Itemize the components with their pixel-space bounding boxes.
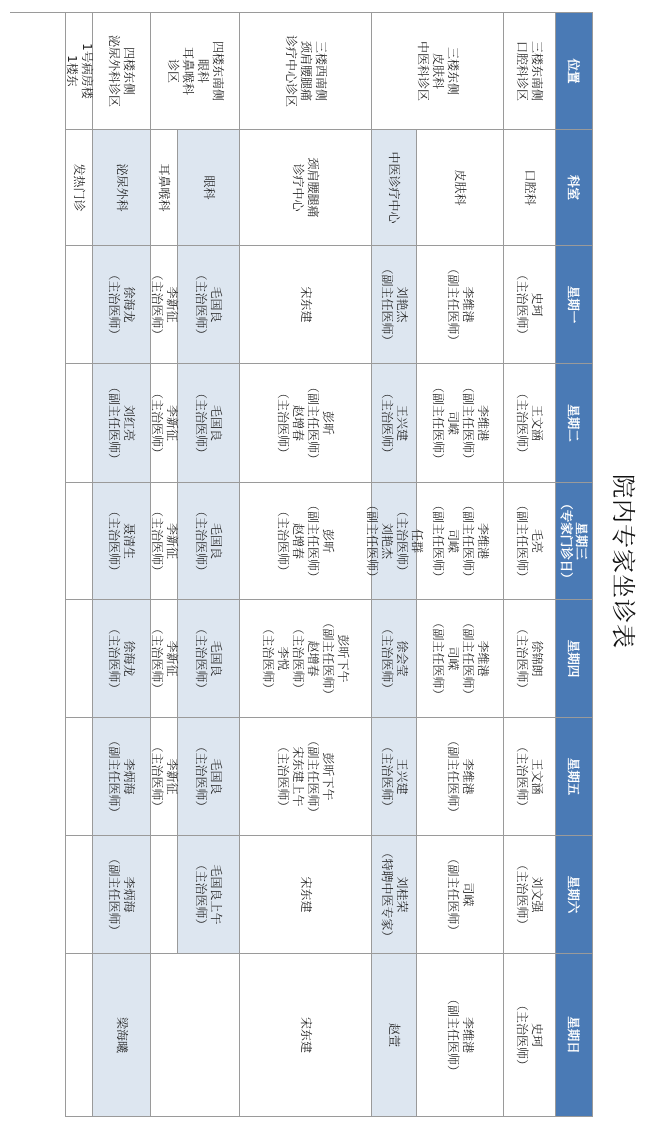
schedule-cell xyxy=(503,246,555,364)
cell-text-line: （副主任医师） xyxy=(446,992,460,1077)
cell-text-line: 李维港 xyxy=(476,522,490,559)
cell-text-line: 星期三 xyxy=(574,522,589,560)
cell-text-line: 毛国良 xyxy=(209,286,224,323)
schedule-cell xyxy=(150,954,239,1117)
cell-text-line: 司嵘 xyxy=(446,528,460,553)
cell-text-line: 司嵘 xyxy=(446,410,460,435)
cell-text-line: 刘艳杰 xyxy=(395,286,409,323)
cell-text-line: （副主任医师） xyxy=(461,616,475,701)
cell-text-line: 毛国良 xyxy=(209,522,224,559)
cell-text-line: 王文涵 xyxy=(530,404,545,441)
schedule-cell xyxy=(503,483,555,600)
cell-text-line: 李维港 xyxy=(476,404,490,441)
cell-text-line: （副主任医师） xyxy=(431,380,445,465)
cell-text-line: 彭昕下午 xyxy=(336,634,351,683)
location-cell xyxy=(239,13,371,130)
schedule-cell xyxy=(416,246,503,364)
cell-text-line: 王兴建 xyxy=(395,404,409,441)
header-thursday: 星期四 xyxy=(555,600,592,718)
cell-text-line: 诊区 xyxy=(166,58,180,83)
schedule-cell xyxy=(416,954,503,1117)
cell-text-line: （主治医师） xyxy=(150,268,164,341)
cell-text-line: （主治医师） xyxy=(194,504,209,577)
schedule-cell xyxy=(503,364,555,483)
cell-text-line: 徐海龙 xyxy=(122,640,137,677)
schedule-cell xyxy=(371,600,416,718)
cell-text-line: （主治医师） xyxy=(107,622,122,695)
cell-text-line: 三楼东南侧 xyxy=(530,40,545,101)
cell-text-line: （主治医师） xyxy=(515,998,530,1071)
department-cell xyxy=(239,130,371,246)
schedule-cell xyxy=(177,483,239,600)
schedule-cell xyxy=(177,600,239,718)
cell-text-line: 李维港 xyxy=(461,286,475,323)
schedule-cell xyxy=(177,836,239,954)
department-cell: 皮肤科 xyxy=(416,130,503,246)
cell-text-line: （主治医师） xyxy=(194,740,209,813)
cell-text-line: 任群 xyxy=(410,528,424,553)
cell-text-line: （副主任医师） xyxy=(431,498,445,583)
header-wednesday xyxy=(555,483,592,600)
cell-text-line: （副主任医师） xyxy=(365,498,379,583)
cell-text-line: （副主任医师） xyxy=(306,380,321,465)
schedule-cell xyxy=(92,718,150,836)
cell-text-line: （主治医师） xyxy=(276,740,291,813)
department-cell: 泌尿外科 xyxy=(92,130,150,246)
schedule-cell xyxy=(150,246,177,364)
schedule-cell xyxy=(365,483,424,600)
cell-text-line: 李炳海 xyxy=(122,758,137,795)
cell-text-line: 宋东建上午 xyxy=(291,746,306,807)
cell-text-line: 皮肤科 xyxy=(431,52,445,89)
schedule-cell xyxy=(416,836,503,954)
cell-text-line: 颈肩腰腿痛 xyxy=(306,157,321,218)
schedule-cell xyxy=(503,954,555,1117)
cell-text-line: 聂清生 xyxy=(122,522,137,559)
cell-text-line: （副主任医师） xyxy=(446,734,460,819)
cell-text-line: 刘红亮 xyxy=(122,404,137,441)
schedule-cell xyxy=(92,483,150,600)
cell-text-line: （副主任医师） xyxy=(380,262,394,347)
cell-text-line: （主治医师） xyxy=(107,504,122,577)
schedule-cell xyxy=(150,483,177,600)
schedule-cell xyxy=(65,836,92,954)
cell-text-line: 李新征 xyxy=(165,640,179,677)
location-cell xyxy=(65,13,92,130)
header-friday: 星期五 xyxy=(555,718,592,836)
cell-text-line: 泌尿外科诊区 xyxy=(107,34,122,107)
location-cell xyxy=(92,13,150,130)
schedule-cell xyxy=(92,364,150,483)
schedule-cell xyxy=(371,836,416,954)
header-saturday: 星期六 xyxy=(555,836,592,954)
cell-text-line: 诊疗中心诊区 xyxy=(284,34,298,107)
cell-text-line: （副主任医师） xyxy=(107,734,122,819)
cell-text-line: 1楼东 xyxy=(65,55,79,87)
cell-text-line: 徐会莹 xyxy=(395,640,409,677)
cell-text-line: 司嵘 xyxy=(446,646,460,671)
cell-text-line: （主治医师） xyxy=(515,740,530,813)
cell-text-line: 四楼东南侧 xyxy=(211,40,225,101)
cell-text-line: 刘艳杰 xyxy=(380,522,394,559)
cell-text-line: 徐海龙 xyxy=(122,286,137,323)
cell-text-line: 李维港 xyxy=(476,640,490,677)
cell-text-line: 颈肩腰腿痛 xyxy=(299,40,313,101)
cell-text-line: 李维港 xyxy=(461,1016,475,1053)
schedule-cell xyxy=(150,364,177,483)
schedule-cell xyxy=(371,246,416,364)
cell-text-line: 口腔科诊区 xyxy=(515,40,530,101)
schedule-cell: 宋东建 xyxy=(239,954,371,1117)
schedule-cell: 宋东建 xyxy=(239,246,371,364)
schedule-cell xyxy=(92,836,150,954)
schedule-cell xyxy=(92,600,150,718)
cell-text-line: （主治医师） xyxy=(194,268,209,341)
cell-text-line: （主治医师） xyxy=(395,504,409,577)
cell-text-line: （主治医师） xyxy=(194,858,209,931)
cell-text-line: 赵增春 xyxy=(291,522,306,559)
cell-text-line: （主治医师） xyxy=(150,740,164,813)
cell-text-line: 史珂 xyxy=(530,292,545,317)
cell-text-line: （主治医师） xyxy=(276,504,291,577)
cell-text-line: 眼科 xyxy=(196,58,210,83)
cell-text-line: 李新征 xyxy=(165,758,179,795)
schedule-cell xyxy=(177,364,239,483)
schedule-cell xyxy=(150,600,177,718)
schedule-cell xyxy=(239,718,371,836)
cell-text-line: （副主任医师） xyxy=(461,498,475,583)
schedule-cell xyxy=(416,364,503,483)
cell-text-line: （副主任医师） xyxy=(461,380,475,465)
schedule-cell: 梁海曦 xyxy=(92,954,150,1117)
cell-text-line: 李维港 xyxy=(461,758,475,795)
schedule-cell xyxy=(416,600,503,718)
cell-text-line: （主治医师） xyxy=(515,386,530,459)
schedule-cell xyxy=(239,483,371,600)
header-sunday: 星期日 xyxy=(555,954,592,1117)
schedule-cell xyxy=(65,600,92,718)
cell-text-line: 司嵘 xyxy=(461,882,475,907)
cell-text-line: （主治医师） xyxy=(150,622,164,695)
schedule-cell xyxy=(150,836,177,954)
cell-text-line: （主治医师） xyxy=(261,622,276,695)
header-location: 位置 xyxy=(555,13,592,130)
schedule-cell: 赵萱 xyxy=(371,954,416,1117)
schedule-cell xyxy=(92,246,150,364)
cell-text-line: （副主任医师） xyxy=(306,498,321,583)
cell-text-line: 1号病房楼 xyxy=(80,43,94,99)
cell-text-line: 毛国良 xyxy=(209,640,224,677)
cell-text-line: （副主任医师） xyxy=(107,852,122,937)
cell-text-line: 刘文强 xyxy=(530,876,545,913)
department-cell: 眼科 xyxy=(177,130,239,246)
schedule-cell xyxy=(239,364,371,483)
page-title: 院内专家坐诊表 xyxy=(609,474,637,649)
schedule-cell xyxy=(65,246,92,364)
cell-text-line: 王兴建 xyxy=(395,758,409,795)
cell-text-line: （副主任医师） xyxy=(515,498,530,583)
cell-text-line: 毛国良 xyxy=(209,404,224,441)
cell-text-line: 彭昕下午 xyxy=(321,752,336,801)
cell-text-line: 李悦 xyxy=(276,646,291,671)
cell-text-line: （专家门诊日） xyxy=(559,497,574,585)
department-cell: 中医诊疗中心 xyxy=(371,130,416,246)
cell-text-line: （副主任医师） xyxy=(321,616,336,701)
cell-text-line: 史珂 xyxy=(530,1022,545,1047)
schedule-cell xyxy=(65,364,92,483)
cell-text-line: （主治医师） xyxy=(380,386,394,459)
cell-text-line: 耳鼻喉科 xyxy=(181,46,195,95)
schedule-cell xyxy=(65,954,92,1117)
schedule-cell xyxy=(416,483,503,600)
schedule-cell xyxy=(503,600,555,718)
cell-text-line: （主治医师） xyxy=(150,504,164,577)
cell-text-line: （主治医师） xyxy=(291,622,306,695)
schedule-cell xyxy=(65,483,92,600)
cell-text-line: 三楼东侧 xyxy=(446,46,460,95)
cell-text-line: 毛亮 xyxy=(530,528,545,553)
location-cell xyxy=(150,13,239,130)
cell-text-line: （副主任医师） xyxy=(306,734,321,819)
cell-text-line: （主治医师） xyxy=(107,268,122,341)
schedule-cell xyxy=(177,718,239,836)
location-cell xyxy=(371,13,503,130)
schedule-cell xyxy=(371,364,416,483)
cell-text-line: （副主任医师） xyxy=(107,380,122,465)
cell-text-line: （主治医师） xyxy=(194,622,209,695)
cell-text-line: （主治医师） xyxy=(380,740,394,813)
cell-text-line: （副主任医师） xyxy=(446,852,460,937)
cell-text-line: 李炳海 xyxy=(122,876,137,913)
cell-text-line: （主治医师） xyxy=(194,386,209,459)
schedule-cell xyxy=(150,718,177,836)
cell-text-line: 王文涵 xyxy=(530,758,545,795)
schedule-cell xyxy=(416,718,503,836)
schedule-cell xyxy=(177,246,239,364)
schedule-table xyxy=(10,12,593,1117)
cell-text-line: （主治医师） xyxy=(515,268,530,341)
cell-text-line: 毛国良 xyxy=(209,758,224,795)
schedule-cell xyxy=(65,718,92,836)
schedule-cell xyxy=(239,600,371,718)
cell-text-line: 徐锦朗 xyxy=(530,640,545,677)
cell-text-line: 毛国良上午 xyxy=(209,864,224,925)
cell-text-line: （副主任医师） xyxy=(446,262,460,347)
cell-text-line: 中医科诊区 xyxy=(416,40,430,101)
cell-text-line: 三楼西南侧 xyxy=(314,40,328,101)
cell-text-line: 彭昕 xyxy=(321,528,336,553)
cell-text-line: （主治医师） xyxy=(515,622,530,695)
cell-text-line: 赵增春 xyxy=(291,404,306,441)
department-cell: 发热门诊 xyxy=(65,130,92,246)
cell-text-line: 李新征 xyxy=(165,404,179,441)
cell-text-line: （主治医师） xyxy=(515,858,530,931)
cell-text-line: （主治医师） xyxy=(276,386,291,459)
cell-text-line: （特聘中医专家） xyxy=(380,846,394,943)
cell-text-line: （主治医师） xyxy=(380,622,394,695)
department-cell: 口腔科 xyxy=(503,130,555,246)
schedule-cell xyxy=(371,718,416,836)
cell-text-line: 赵增春 xyxy=(306,640,321,677)
cell-text-line: （主治医师） xyxy=(150,386,164,459)
header-tuesday: 星期二 xyxy=(555,364,592,483)
cell-text-line: 李新征 xyxy=(165,522,179,559)
cell-text-line: 李新征 xyxy=(165,286,179,323)
schedule-cell xyxy=(503,836,555,954)
schedule-cell: 宋东建 xyxy=(239,836,371,954)
header-monday: 星期一 xyxy=(555,246,592,364)
schedule-cell xyxy=(503,718,555,836)
cell-text-line: 四楼东侧 xyxy=(122,46,137,95)
cell-text-line: 诊疗中心 xyxy=(291,163,306,212)
department-cell: 耳鼻喉科 xyxy=(150,130,177,246)
cell-text-line: （副主任医师） xyxy=(431,616,445,701)
cell-text-line: 彭昕 xyxy=(321,410,336,435)
cell-text-line: 刘桂荣 xyxy=(395,876,409,913)
header-department: 科室 xyxy=(555,130,592,246)
location-cell xyxy=(503,13,555,130)
